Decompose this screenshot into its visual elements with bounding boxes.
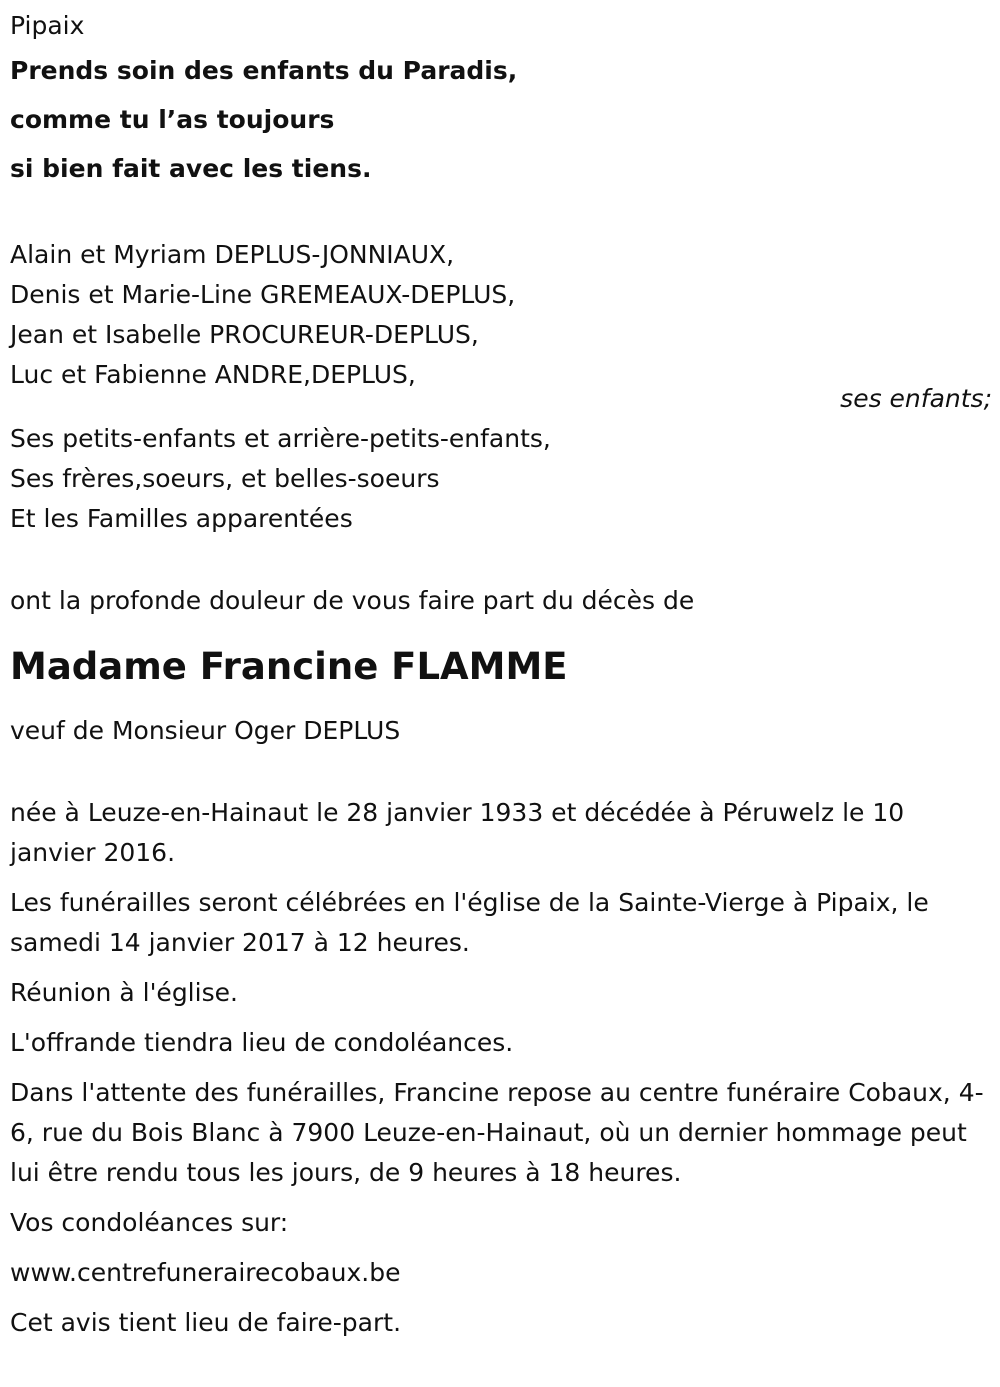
child-couple: Luc et Fabienne ANDRE,DEPLUS,	[10, 360, 416, 389]
family-line: Ses frères,soeurs, et belles-soeurs	[10, 464, 440, 493]
details-block	[10, 793, 990, 1343]
birth-death-paragraph: née à Leuze-en-Hainaut le 28 janvier 1933 et décédée à Péruwelz le 10 janvier 2016.	[10, 798, 905, 867]
visitation-paragraph: Dans l'attente des funérailles, Francine repose au centre funéraire Cobaux, 4-6, rue du Bois Blanc à 7900 Leuze-en-Hainaut, où un dernier hommage peut lui être rendu tous les jours, de 9 heures à 18 heures.	[10, 1078, 984, 1187]
verse-block	[10, 46, 990, 193]
widow-of-text: veuf de Monsieur Oger DEPLUS	[10, 716, 401, 745]
child-couple: Denis et Marie-Line GREMEAUX-DEPLUS,	[10, 280, 516, 309]
family-line: Ses petits-enfants et arrière-petits-enfants,	[10, 424, 551, 453]
notice-footer: Cet avis tient lieu de faire-part.	[10, 1308, 402, 1337]
offering-paragraph: L'offrande tiendra lieu de condoléances.	[10, 1028, 514, 1057]
child-couple: Jean et Isabelle PROCUREUR-DEPLUS,	[10, 320, 479, 349]
verse-line: Prends soin des enfants du Paradis,	[10, 56, 518, 85]
verse-line: comme tu l’as toujours	[10, 105, 335, 134]
announcement-text: ont la profonde douleur de vous faire part du décès de	[10, 586, 695, 615]
family-line: Et les Familles apparentées	[10, 504, 353, 533]
children-block	[10, 235, 990, 395]
funeral-paragraph: Les funérailles seront célébrées en l'église de la Sainte-Vierge à Pipaix, le samedi 14 janvier 2017 à 12 heures.	[10, 888, 929, 957]
children-label: ses enfants;	[840, 384, 992, 413]
condolences-website-link[interactable]: www.centrefunerairecobaux.be	[10, 1258, 401, 1287]
location-text: Pipaix	[10, 11, 85, 40]
verse-line: si bien fait avec les tiens.	[10, 154, 372, 183]
condolences-label: Vos condoléances sur:	[10, 1208, 289, 1237]
child-couple: Alain et Myriam DEPLUS-JONNIAUX,	[10, 240, 455, 269]
family-block	[10, 419, 990, 539]
meeting-paragraph: Réunion à l'église.	[10, 978, 238, 1007]
deceased-name: Madame Francine FLAMME	[10, 645, 568, 688]
